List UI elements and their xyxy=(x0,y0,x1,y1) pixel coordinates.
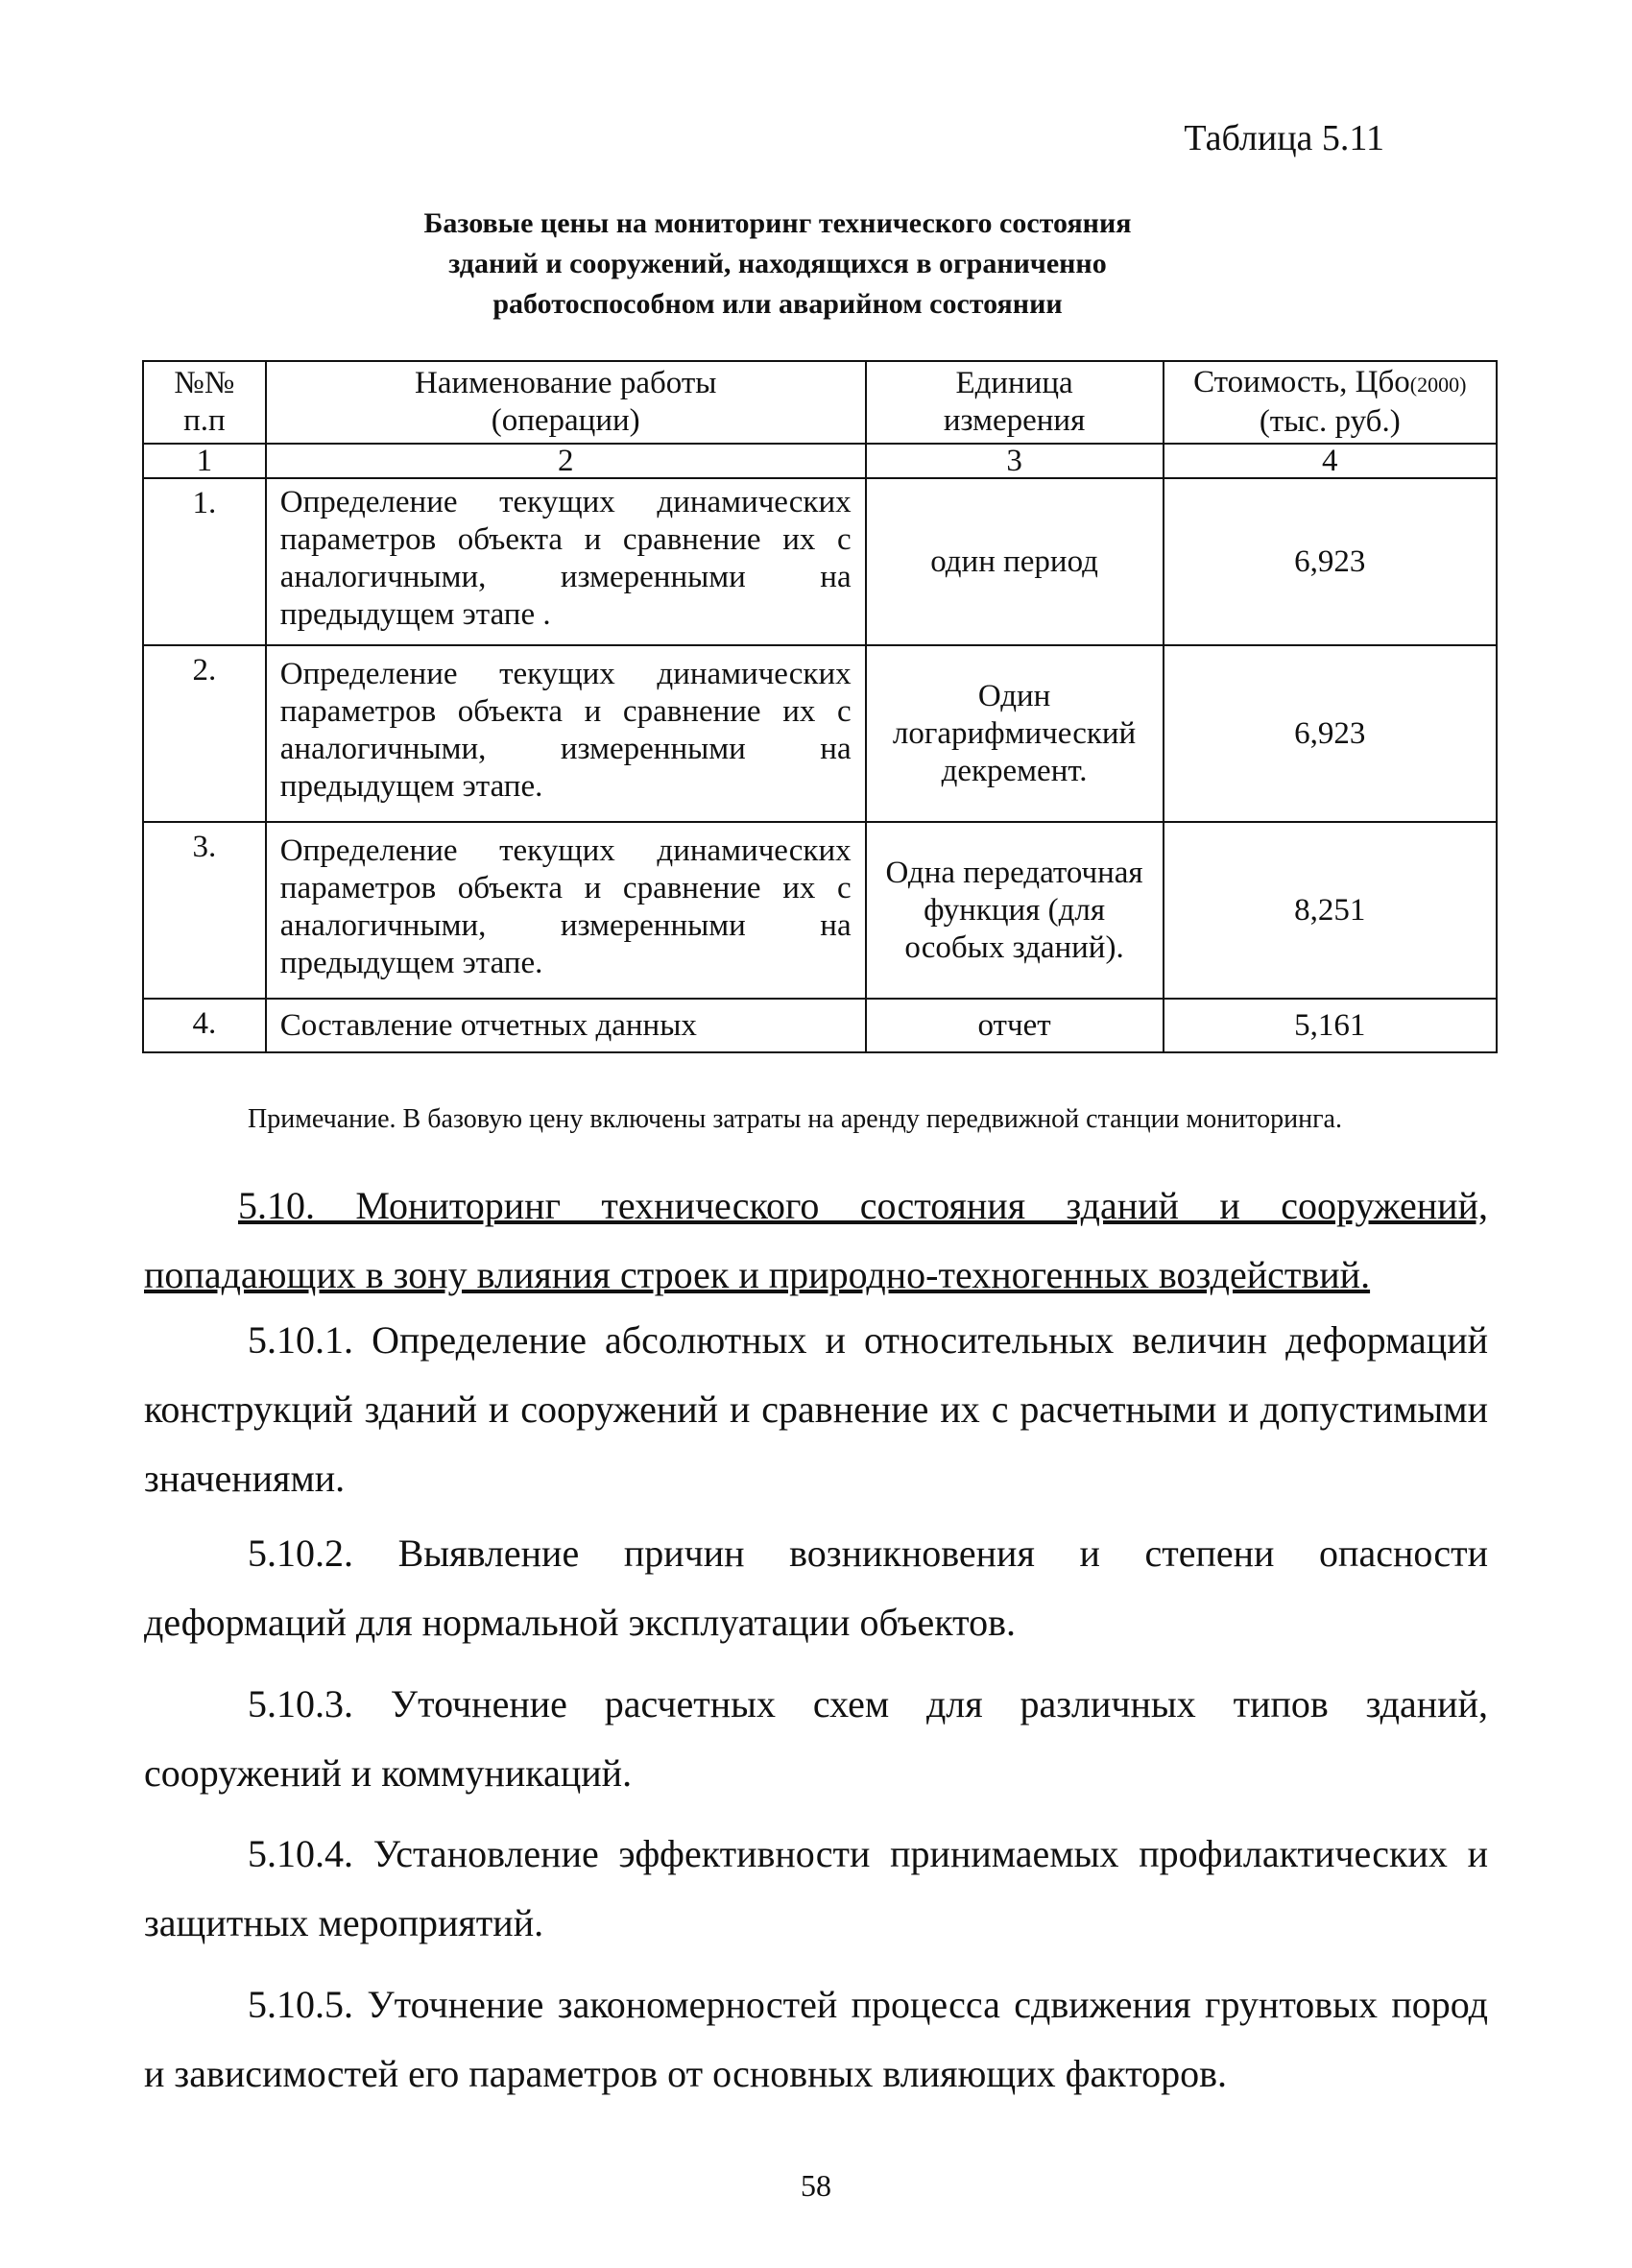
column-number: 1 xyxy=(143,444,266,478)
table-row xyxy=(143,478,1497,645)
row-name: Определение текущих динамических параметров объекта и сравнение их с аналогичными, измеренными на предыдущем этапе . xyxy=(266,478,866,645)
price-table xyxy=(142,360,1498,1053)
column-number: 3 xyxy=(866,444,1164,478)
header-unit-line: измерения xyxy=(943,403,1086,438)
table-title xyxy=(317,204,1238,325)
row-unit: Одна передаточная функция (для особых зданий). xyxy=(866,822,1164,999)
row-number: 3. xyxy=(143,822,266,999)
row-number: 2. xyxy=(143,645,266,822)
row-name: Определение текущих динамических параметров объекта и сравнение их с аналогичными, измеренными на предыдущем этапе. xyxy=(266,645,866,822)
header-num xyxy=(143,361,266,444)
row-cost: 5,161 xyxy=(1164,999,1497,1052)
row-unit: один период xyxy=(866,478,1164,645)
table-row xyxy=(143,822,1497,999)
column-number: 2 xyxy=(266,444,866,478)
header-cost-main: Стоимость, Цбо xyxy=(1193,365,1410,399)
row-name: Составление отчетных данных xyxy=(266,999,866,1052)
row-unit: Один логарифмический декремент. xyxy=(866,645,1164,822)
header-unit-line: Единица xyxy=(955,366,1073,400)
header-num-line: №№ xyxy=(174,366,235,400)
header-cost-sub: (2000) xyxy=(1409,373,1467,397)
row-cost: 6,923 xyxy=(1164,645,1497,822)
section-heading: 5.10. Мониторинг технического состояния зданий и сооружений, попадающих в зону влияния строек и природно-техногенных воздействий. xyxy=(144,1184,1488,1296)
table-header-row xyxy=(143,361,1497,444)
row-cost: 8,251 xyxy=(1164,822,1497,999)
column-numbers-row xyxy=(143,444,1497,478)
paragraph: 5.10.3. Уточнение расчетных схем для различных типов зданий, сооружений и коммуникаций. xyxy=(144,1682,1488,1795)
table-row xyxy=(143,645,1497,822)
row-unit: отчет xyxy=(866,999,1164,1052)
row-name: Определение текущих динамических параметров объекта и сравнение их с аналогичными, измеренными на предыдущем этапе. xyxy=(266,822,866,999)
paragraph: 5.10.2. Выявление причин возникновения и степени опасности деформаций для нормальной эксплуатации объектов. xyxy=(144,1532,1488,1644)
title-line: Базовые цены на мониторинг технического состояния xyxy=(423,207,1132,239)
header-name xyxy=(266,361,866,444)
paragraph: 5.10.4. Установление эффективности принимаемых профилактических и защитных мероприятий. xyxy=(144,1832,1488,1944)
header-num-line: п.п xyxy=(183,403,226,438)
table-row xyxy=(143,999,1497,1052)
column-number: 4 xyxy=(1164,444,1497,478)
table-note: Примечание. В базовую цену включены затраты на аренду передвижной станции мониторинга. xyxy=(248,1104,1342,1134)
header-cost xyxy=(1164,361,1497,444)
row-number: 1. xyxy=(143,478,266,645)
title-line: зданий и сооружений, находящихся в ограниченно xyxy=(448,248,1107,279)
header-cost-units: (тыс. руб.) xyxy=(1259,404,1401,439)
title-line: работоспособном или аварийном состоянии xyxy=(492,288,1063,320)
header-unit xyxy=(866,361,1164,444)
page-number: 58 xyxy=(801,2168,831,2203)
row-cost: 6,923 xyxy=(1164,478,1497,645)
paragraph: 5.10.1. Определение абсолютных и относительных величин деформаций конструкций зданий и сооружений и сравнение их с расчетными и допустимыми значениями. xyxy=(144,1318,1488,1500)
paragraph: 5.10.5. Уточнение закономерностей процесса сдвижения грунтовых пород и зависимостей его параметров от основных влияющих факторов. xyxy=(144,1983,1488,2095)
header-name-line: (операции) xyxy=(491,403,640,438)
row-number: 4. xyxy=(143,999,266,1052)
header-name-line: Наименование работы xyxy=(414,366,717,400)
table-label: Таблица 5.11 xyxy=(1184,118,1384,158)
header-cost-line xyxy=(1170,364,1490,403)
